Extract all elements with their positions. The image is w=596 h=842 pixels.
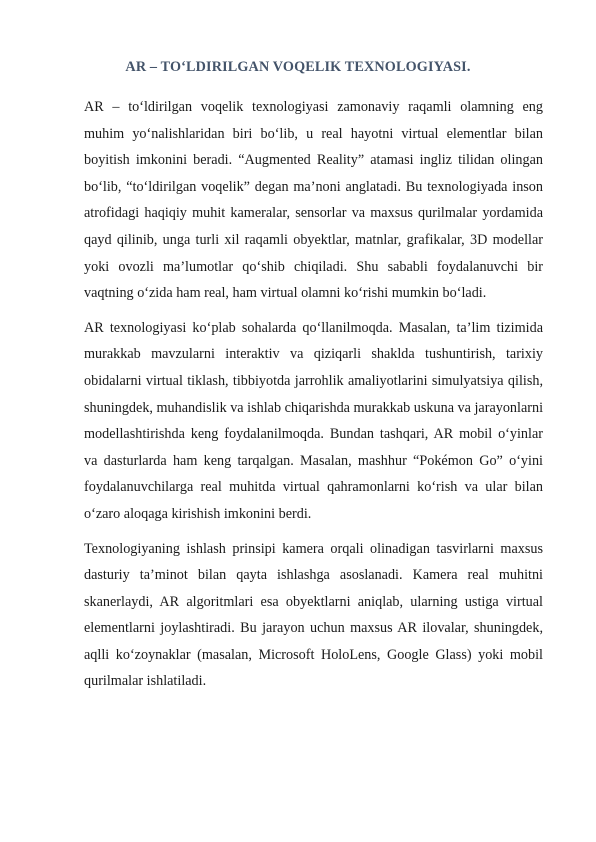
paragraph-intro: AR – to‘ldirilgan voqelik texnologiyasi zamonaviy raqamli olamning eng muhim yo‘nalishlaridan biri bo‘lib, u real hayotni virtual elementlar bilan boyitish imkonini beradi. “Augmented Reality” atamasi ingliz tilidan olingan bo‘lib, “to‘ldirilgan voqelik” degan ma’noni anglatadi. Bu texnologiyada inson atrofidagi haqiqiy muhit kameralar, sensorlar va maxsus qurilmalar yordamida qayd qilinib, unga turli xil raqamli obyektlar, matnlar, grafikalar, 3D modellar yoki ovozli ma’lumotlar qo‘shib chiqiladi. Shu sababli foydalanuvchi bir vaqtning o‘zida ham real, ham virtual olamni ko‘rishi mumkin bo‘ladi.	[84, 99, 543, 302]
paragraph-applications: AR texnologiyasi ko‘plab sohalarda qo‘llanilmoqda. Masalan, ta’lim tizimida murakkab mavzularni interaktiv va qiziqarli shaklda tushuntirish, tarixiy obidalarni virtual tiklash, tibbiyotda jarrohlik amaliyotlarini simulyatsiya qilish, shuningdek, muhandislik va ishlab chiqarishda murakkab uskuna va jarayonlarni modellashtirishda keng foydalanilmoqda. Bundan tashqari, AR mobil o‘yinlar va dasturlarda ham keng tarqalgan. Masalan, mashhur “Pokémon Go” o‘yini foydalanuvchilarga real muhitda virtual qahramonlarni ko‘rish va ular bilan o‘zaro aloqaga kirishish imkonini berdi.	[84, 319, 544, 522]
document-body	[84, 94, 543, 695]
document-title: AR – TO‘LDIRILGAN VOQELIK TEXNOLOGIYASI.	[125, 59, 471, 75]
paragraph-working-principle: Texnologiyaning ishlash prinsipi kamera orqali olinadigan tasvirlarni maxsus dasturiy ta’minot bilan qayta ishlashga asoslanadi. Kamera real muhitni skanerlaydi, AR algoritmlari esa obyektlarni aniqlab, ularning ustiga virtual elementlarni joylashtiradi. Bu jarayon uchun maxsus AR ilovalar, shuningdek, aqlli ko‘zoynaklar (masalan, Microsoft HoloLens, Google Glass) yoki mobil qurilmalar ishlatiladi.	[84, 540, 543, 690]
